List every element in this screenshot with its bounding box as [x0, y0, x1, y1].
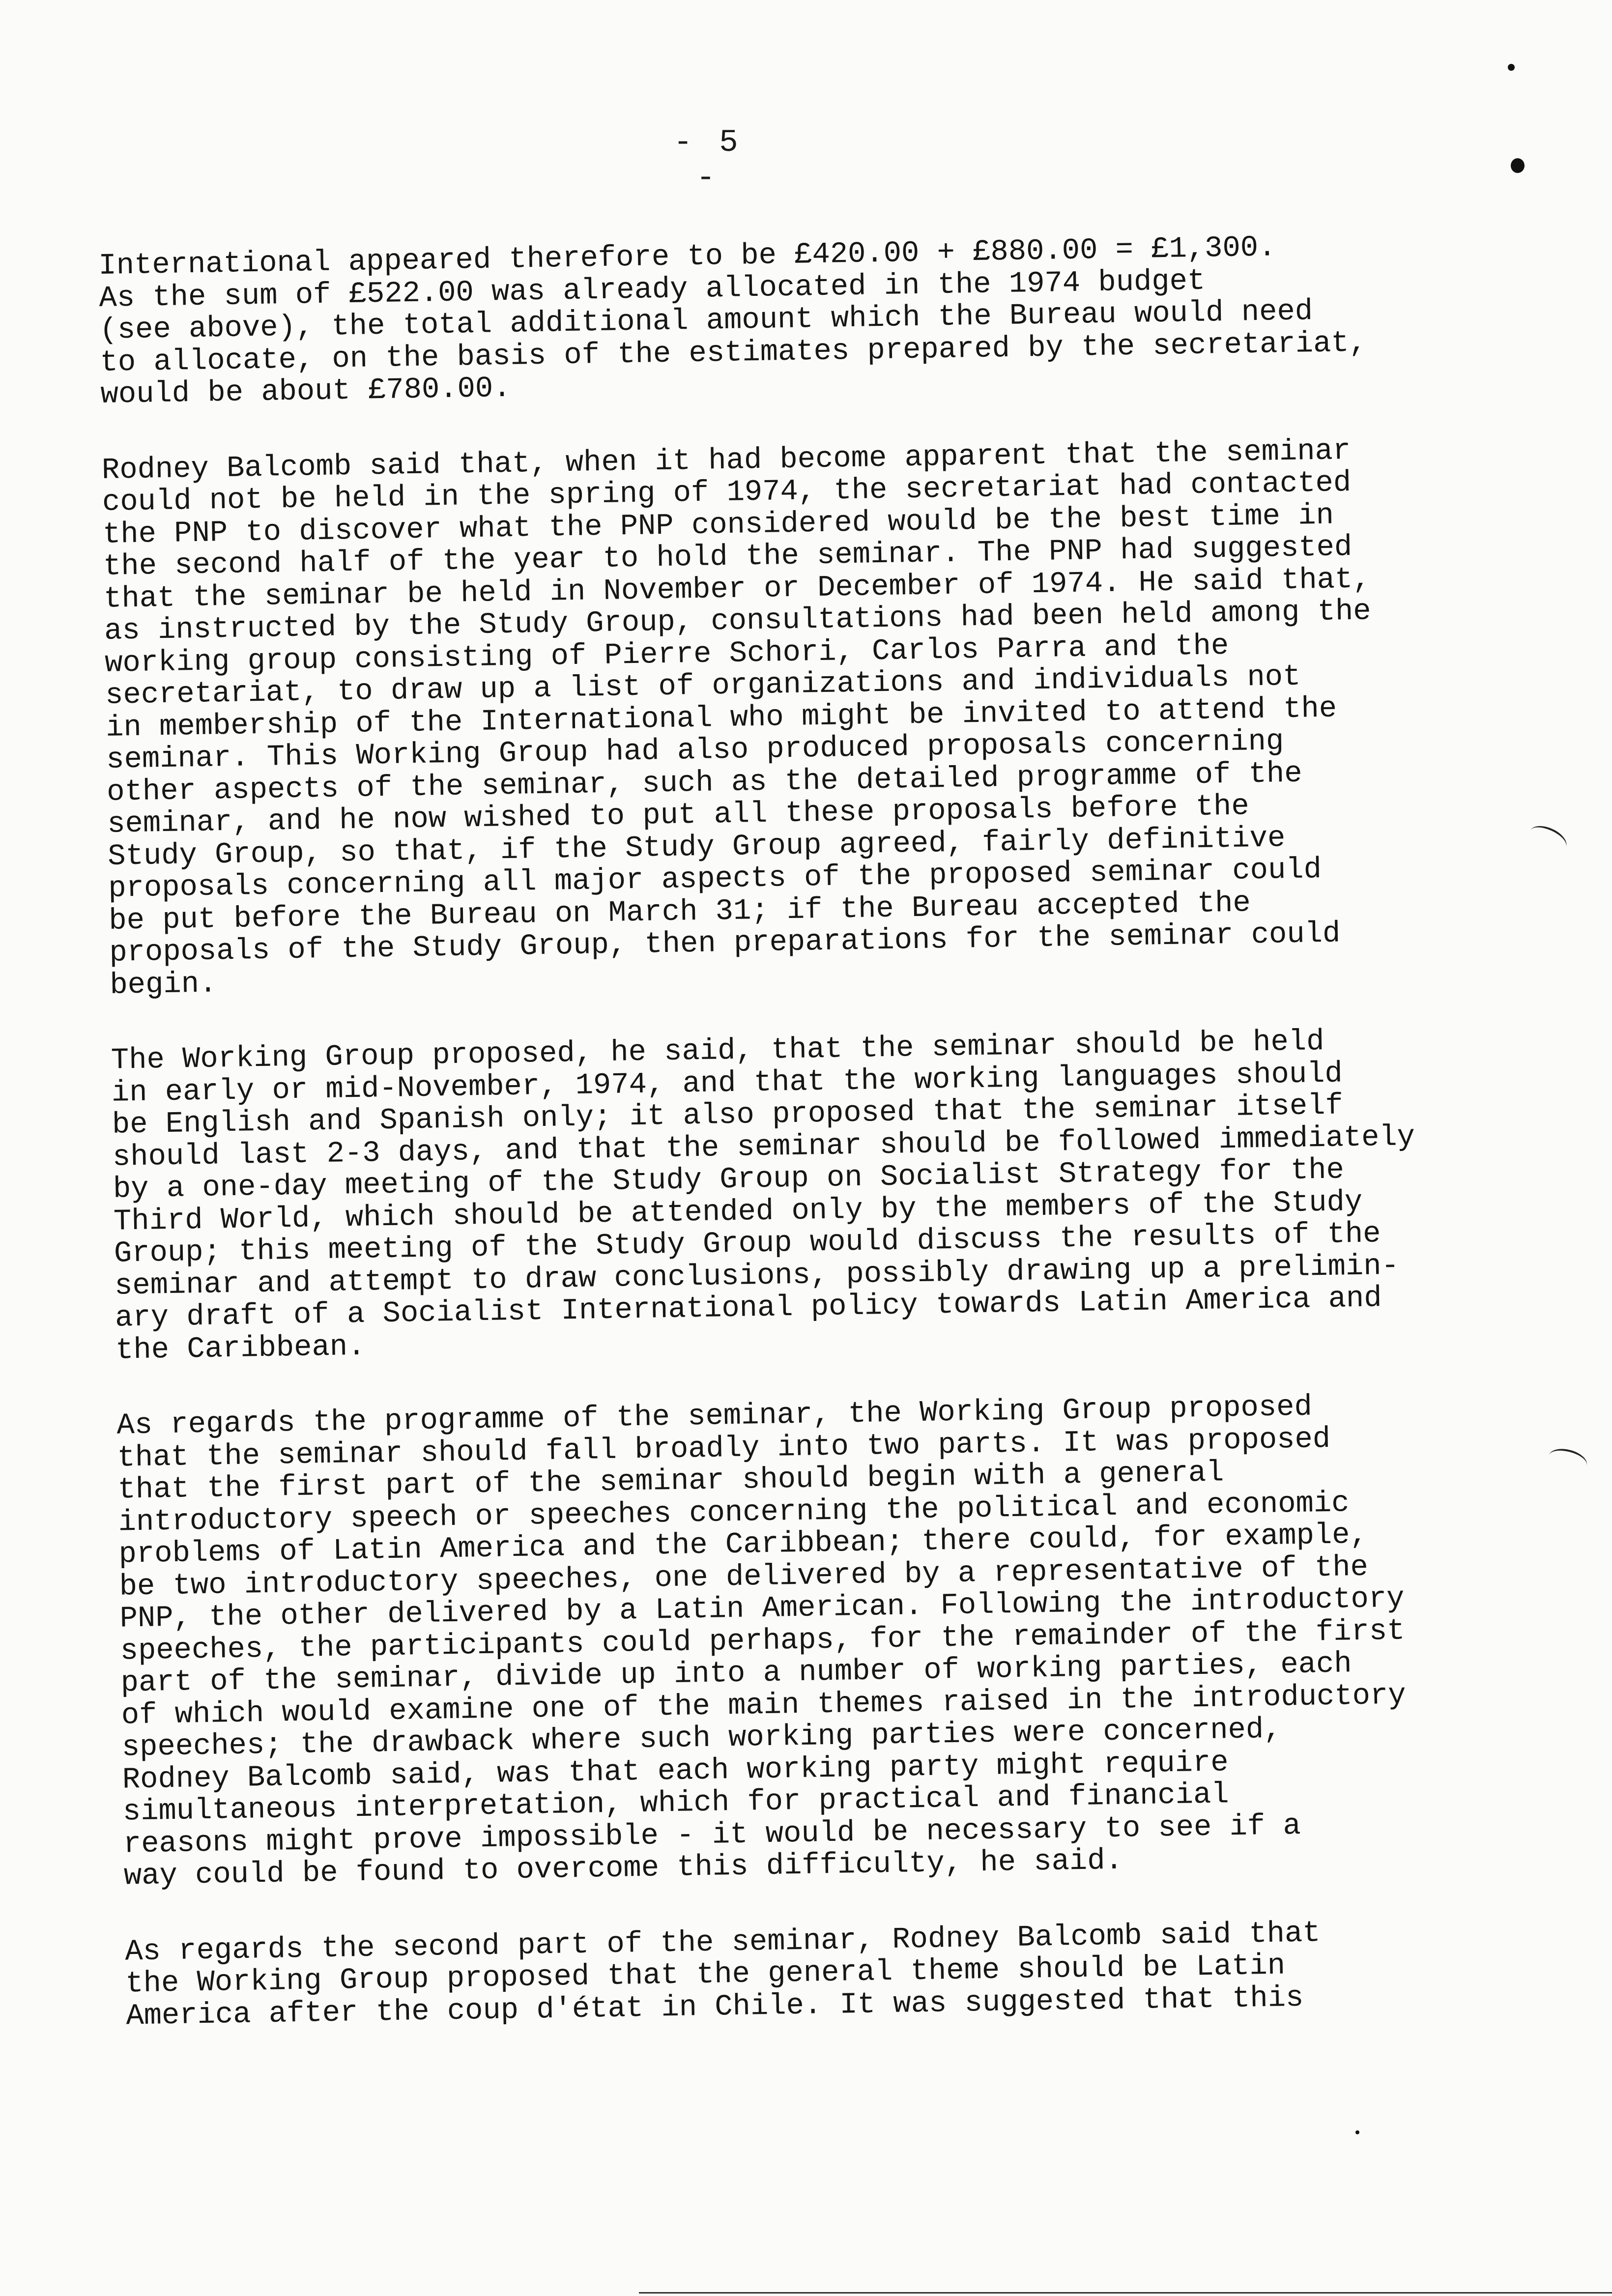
paragraph-working-group-proposal: The Working Group proposed, he said, that the seminar should be held in early or mid-November, 1974, and that the working languages should be English and Spanish only; it also proposed that the seminar itself should last 2-3 days, and that the seminar should be followed immediately by a one-day meeting of the Study Group on Socialist Strategy for the Third World, which should be attended only by the members of the Study Group; this meeting of the Study Group would discuss the results of the seminar and attempt to draw conclusions, possibly drawing up a prelimin- ary draft of a Socialist International policy towards Latin America and the Caribbean.	[111, 1025, 1415, 1368]
body-text	[98, 228, 1582, 2076]
paragraph-programme-first-part: As regards the programme of the seminar, the Working Group proposed that the seminar should fall broadly into two parts. It was proposed that the first part of the seminar should begin with a general introductory speech or speeches concerning the political and economic problems of Latin America and the Caribbean; there could, for example, be two introductory speeches, one delivered by a representative of the PNP, the other delivered by a Latin American. Following the introductory speeches, the participants could perhaps, for the remainder of the first part of the seminar, divide up into a number of working parties, each of which would examine one of the main themes raised in the introductory speeches; the drawback where such working parties were concerned, Rodney Balcomb said, was that each working party might require simultaneous interpretation, which for practical and financial reasons might prove impossible - it would be necessary to see if a way could be found to overcome this difficulty, he said.	[116, 1390, 1407, 1894]
page-number: - 5 -	[673, 125, 742, 196]
scan-speck	[1511, 158, 1525, 173]
scan-speck	[1355, 2130, 1359, 2134]
paragraph-programme-second-part: As regards the second part of the seminar, Rodney Balcomb said that the Working Group proposed that the general theme should be Latin America after the coup d'état in Chile. It was suggested that this	[124, 1916, 1321, 2034]
paragraph-seminar-timing: Rodney Balcomb said that, when it had become apparent that the seminar could not be held in the spring of 1974, the secretariat had contacted the PNP to discover what the PNP considered would be the best time in the second half of the year to hold the seminar. The PNP had suggested that the seminar be held in November or December of 1974. He said that, as instructed by the Study Group, consultations had been held among the working group consisting of Pierre Schori, Carlos Parra and the secretariat, to draw up a list of organizations and individuals not in membership of the International who might be invited to attend the seminar. This Working Group had also produced proposals concerning other aspects of the seminar, such as the detailed programme of the seminar, and he now wished to put all these proposals before the Study Group, so that, if the Study Group agreed, fairly definitive proposals concerning all major aspects of the proposed seminar could be put before the Bureau on March 31; if the Bureau accepted the proposals of the Study Group, then preparations for the seminar could begin.	[101, 434, 1372, 1003]
bottom-edge-line	[639, 2292, 1612, 2294]
paragraph-budget: International appeared therefore to be £420.00 + £880.00 = £1,300. As the sum of £522.00 was already allocated in the 1974 budget (see above), the total additional amount which the Bureau would need to allocate, on the basis of the estimates prepared by the secretariat, would be about £780.00.	[98, 231, 1367, 412]
scan-speck	[1508, 64, 1515, 71]
